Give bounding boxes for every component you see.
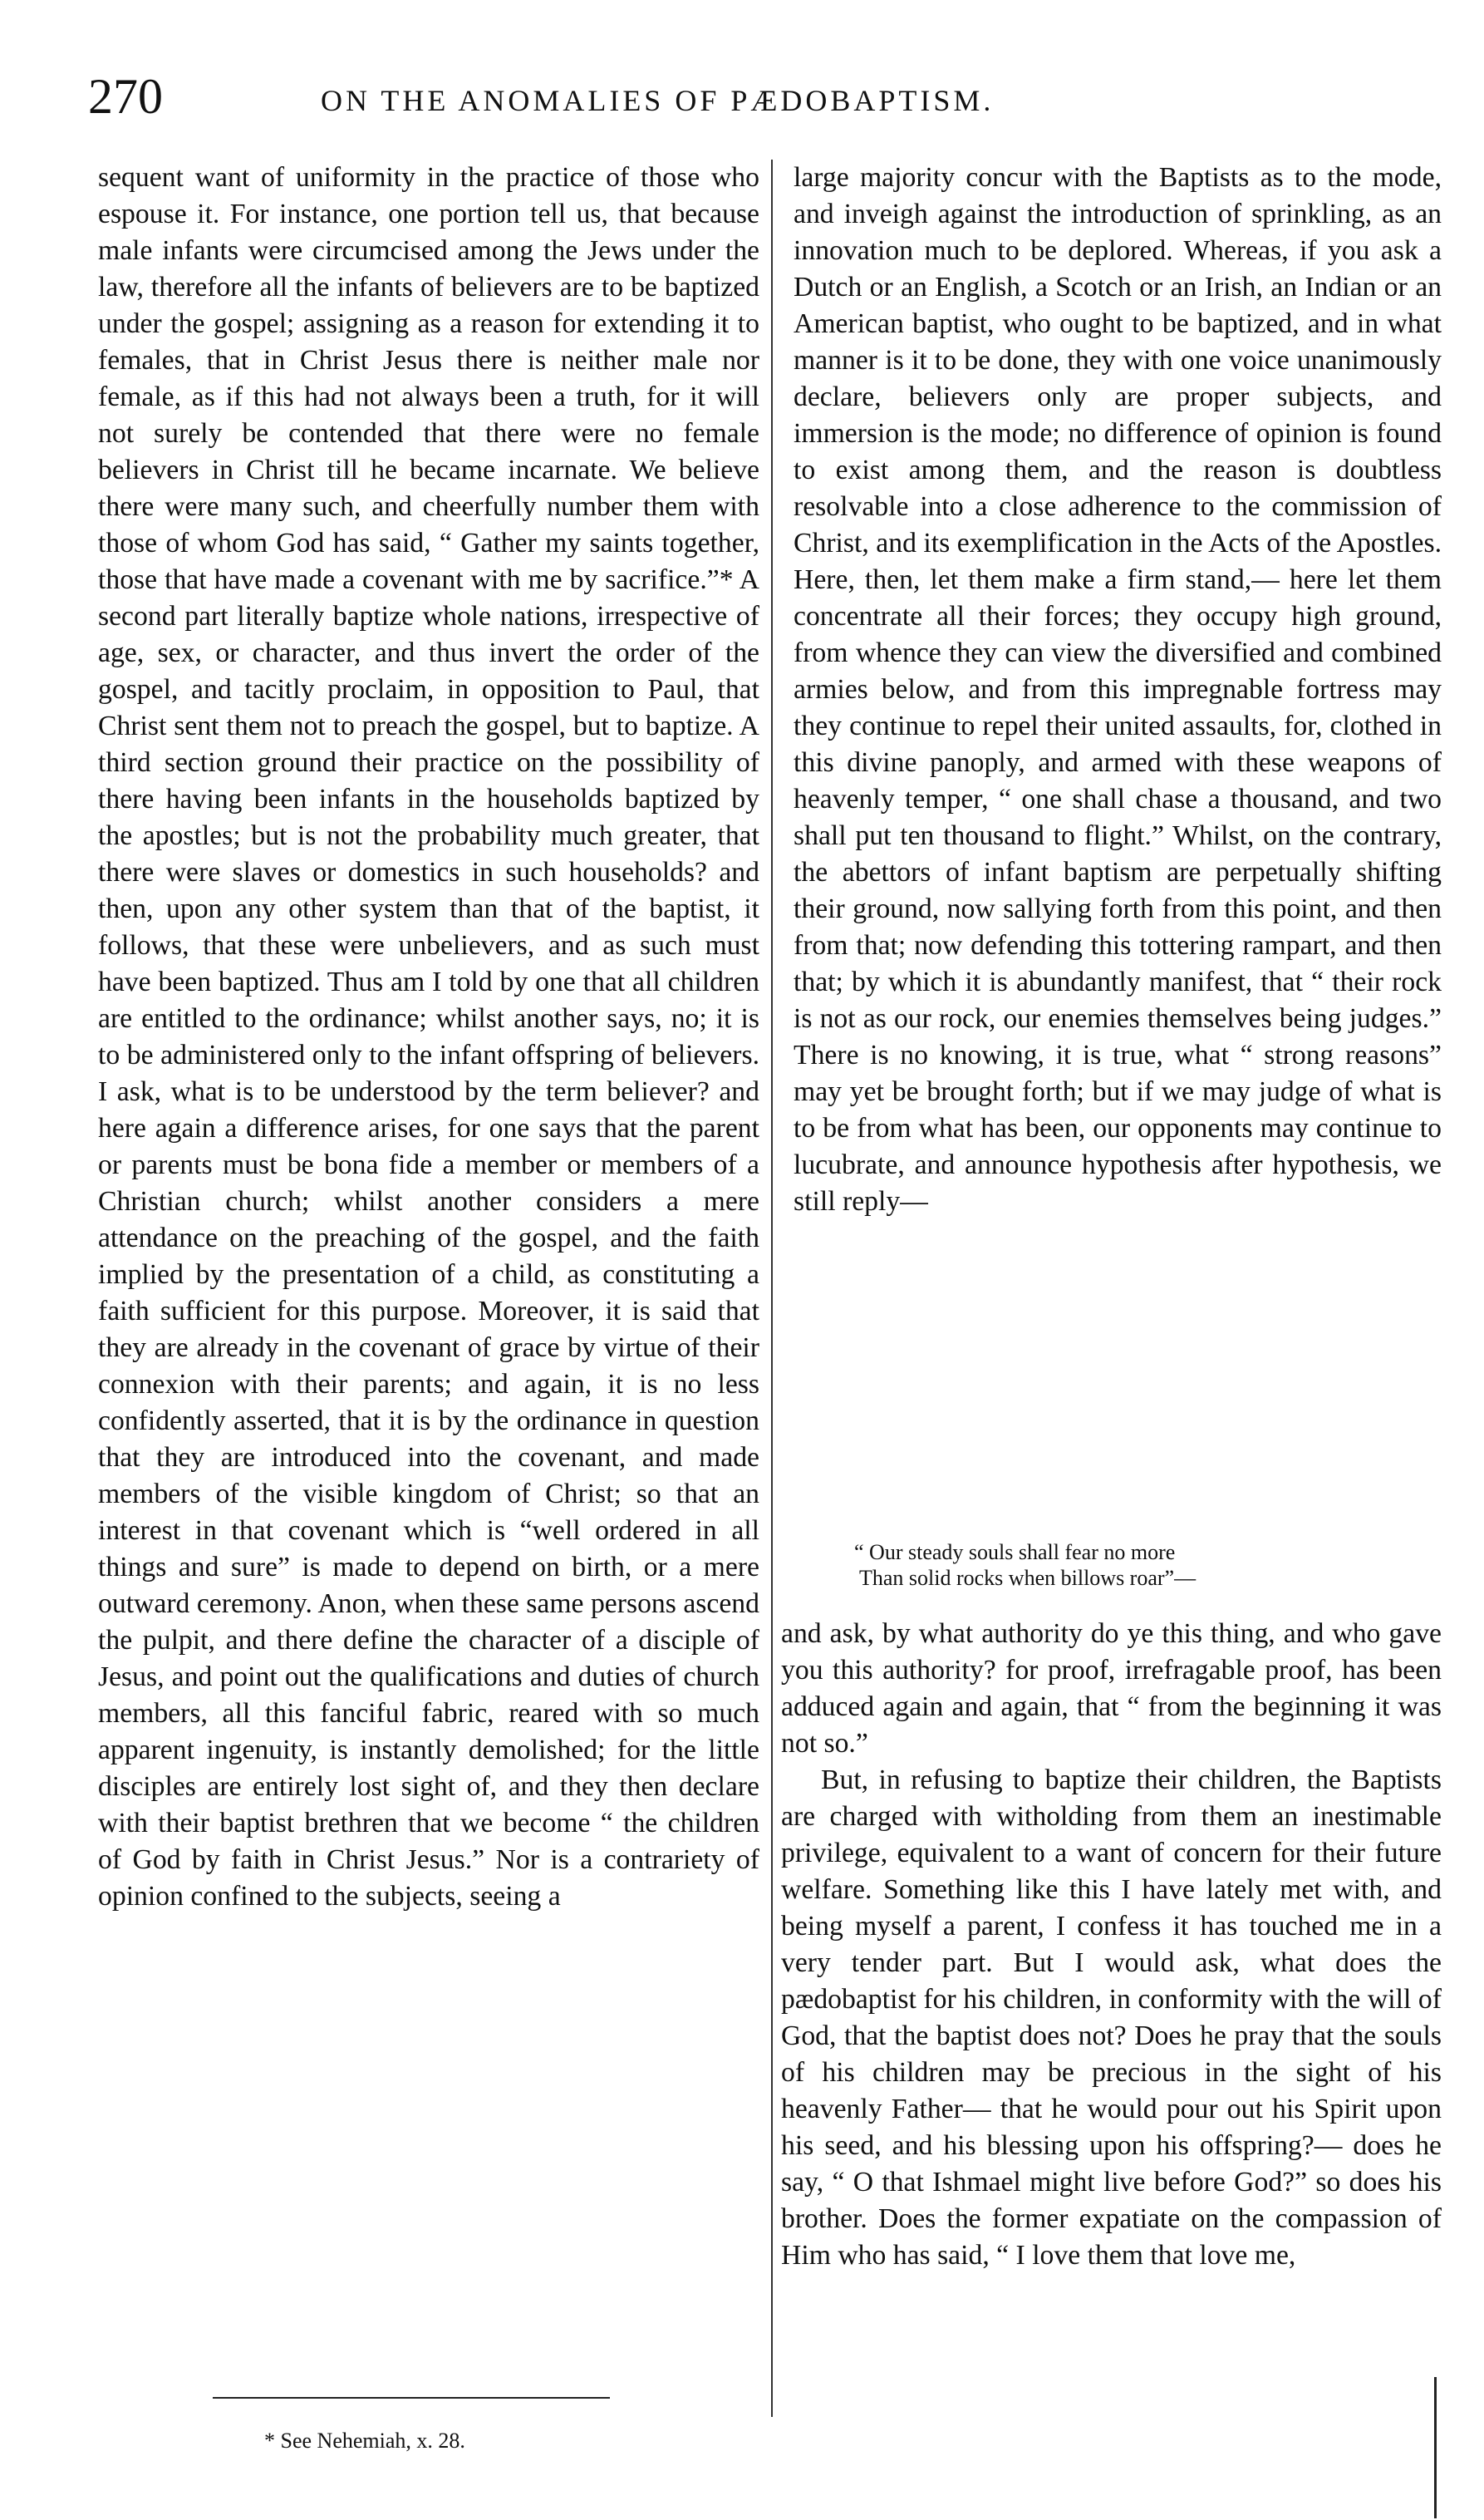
right-column	[794, 160, 1442, 1220]
footnote: * See Nehemiah, x. 28.	[264, 2429, 465, 2453]
column-divider	[771, 160, 773, 2417]
verse-line: “ Our steady souls shall fear no more	[854, 1540, 1176, 1564]
right-paragraph: large majority concur with the Baptists as to the mode, and inveigh against the introduction of sprinkling, as an innovation much to be deplored. Whereas, if you ask a Dutch or an English, a Scotch or an Irish, an Indian or an American baptist, who ought to be baptized, and in what manner is it to be done, they with one voice unanimously declare, believers only are proper subjects, and immersion is the mode; no difference of opinion is found to exist among them, and the reason is doubtless resolvable into a close adherence to the commission of Christ, and its exemplification in the Acts of the Apostles. Here, then, let them make a firm stand,— here let them concentrate all their forces; they occupy high ground, from whence they can view the diversified and combined armies below, and from this impregnable fortress may they continue to repel their united assaults, for, clothed in this divine panoply, and armed with these weapons of heavenly temper, “ one shall chase a thousand, and two shall put ten thousand to flight.” Whilst, on the contrary, the abettors of infant baptism are perpetually shifting their ground, now sallying forth from this point, and then from that; now defending this tottering rampart, and then that; by which it is abundantly manifest, that “ their rock is not as our rock, our enemies themselves being judges.” There is no knowing, it is true, what “ strong reasons” may yet be brought forth; but if we may judge of what is to be from what has been, our opponents may continue to lucubrate, and announce hypothesis after hypothesis, we still reply—	[794, 162, 1442, 1217]
page-number: 270	[88, 69, 163, 124]
margin-rule	[1434, 2377, 1437, 2518]
right-paragraph: and ask, by what authority do ye this thing, and who gave you this authority? for proof, irrefragable proof, has been adduced again and again, that “ from the beginning it was not so.”	[781, 1618, 1442, 1759]
right-column-continued	[781, 1616, 1442, 2274]
verse-line: Than solid rocks when billows roar”—	[859, 1566, 1197, 1590]
left-column	[98, 160, 759, 1915]
running-title: ON THE ANOMALIES OF PÆDOBAPTISM.	[321, 84, 995, 117]
right-paragraph: But, in refusing to baptize their children, the Baptists are charged with witholding from them an inestimable privilege, equivalent to a want of concern for their future welfare. Something like this I have lately met with, and being myself a parent, I confess it has touched me in a very tender part. But I would ask, what does the pædobaptist for his children, in conformity with the will of God, that the baptist does not? Does he pray that the souls of his children may be precious in the sight of his heavenly Father— that he would pour out his Spirit upon his seed, and his blessing upon his offspring?— does he say, “ O that Ishmael might live before God?” so does his brother. Does the former expatiate on the compassion of Him who has said, “ I love them that love me,	[781, 1764, 1442, 2271]
verse-quotation	[854, 1539, 1403, 1591]
footnote-rule	[213, 2397, 610, 2399]
page-header	[88, 71, 1451, 138]
left-paragraph: sequent want of uniformity in the practice of those who espouse it. For instance, one portion tell us, that because male infants were circumcised among the Jews under the law, therefore all the infants of believers are to be baptized under the gospel; assigning as a reason for extending it to females, that in Christ Jesus there is neither male nor female, as if this had not always been a truth, for it will not surely be contended that there were no female believers in Christ till he became incarnate. We believe there were many such, and cheerfully number them with those of whom God has said, “ Gather my saints together, those that have made a covenant with me by sacrifice.”* A second part literally baptize whole nations, irrespective of age, sex, or character, and thus invert the order of the gospel, and tacitly proclaim, in opposition to Paul, that Christ sent them not to preach the gospel, but to baptize. A third section ground their practice on the possibility of there having been infants in the households baptized by the apostles; but is not the probability much greater, that there were slaves or domestics in such households? and then, upon any other system than that of the baptist, it follows, that these were unbelievers, and as such must have been baptized. Thus am I told by one that all children are entitled to the ordinance; whilst another says, no; it is to be administered only to the infant offspring of believers. I ask, what is to be understood by the term believer? and here again a difference arises, for one says that the parent or parents must be bona fide a member or members of a Christian church; whilst another considers a mere attendance on the preaching of the gospel, and the faith implied by the presentation of a child, as constituting a faith sufficient for this purpose. Moreover, it is said that they are already in the covenant of grace by virtue of their connexion with their parents; and again, it is no less confidently asserted, that it is by the ordinance in question that they are introduced into the covenant, and made members of the visible kingdom of Christ; so that an interest in that covenant which is “well ordered in all things and sure” is made to depend on birth, or a mere outward ceremony. Anon, when these same persons ascend the pulpit, and there define the character of a disciple of Jesus, and point out the qualifications and duties of church members, all this fanciful fabric, reared with so much apparent ingenuity, is instantly demolished; for the little disciples are entirely lost sight of, and they then declare with their baptist brethren that we become “ the children of God by faith in Christ Jesus.” Nor is a contrariety of opinion confined to the subjects, seeing a	[98, 162, 760, 1912]
